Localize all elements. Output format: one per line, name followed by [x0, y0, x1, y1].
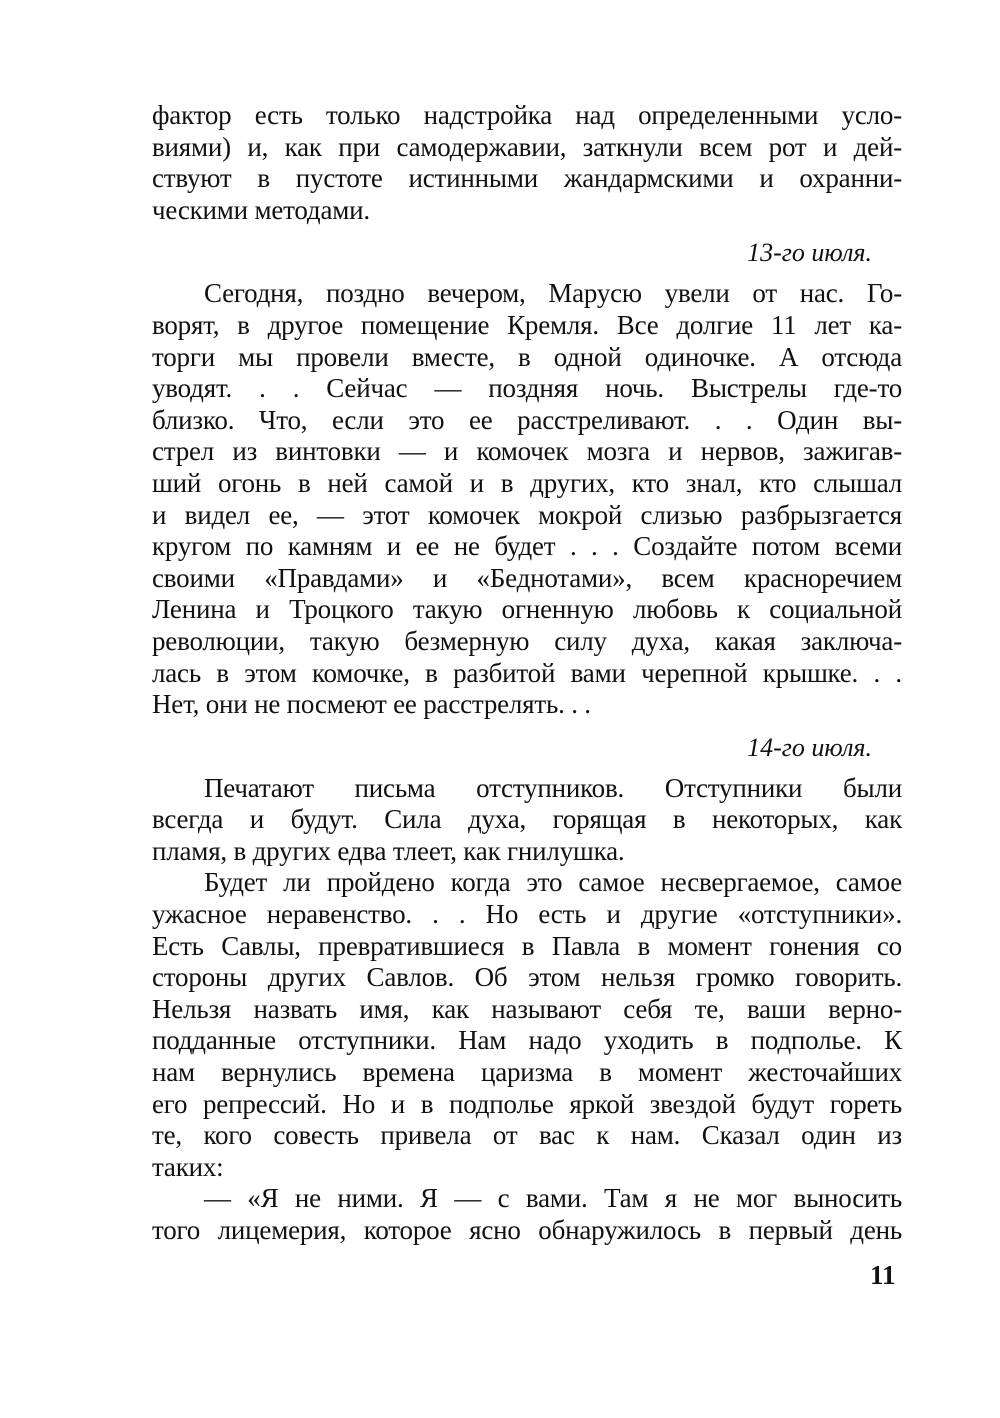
- page-number: 11: [870, 1260, 896, 1290]
- text-line: Ленина и Троцкого такую огненную любовь к социальной: [152, 594, 902, 625]
- text-line: всегда и будут. Сила духа, горящая в некоторых, как: [152, 804, 902, 835]
- text-line: Нельзя назвать имя, как называют себя те, ваши верно-: [152, 993, 902, 1024]
- page-body: [152, 100, 902, 1247]
- entry-date-13: 13-го июля.: [747, 238, 872, 268]
- text-line: своими «Правдами» и «Беднотами», всем красноречием: [152, 562, 902, 593]
- text-line: Нет, они не посмеют ее расстрелять. . .: [152, 689, 591, 720]
- text-line: стороны других Савлов. Об этом нельзя громко говорить.: [152, 962, 902, 993]
- text-line: ший огонь в ней самой и в других, кто знал, кто слышал: [152, 467, 902, 498]
- text-line: стрел из винтовки — и комочек мозга и нервов, зажигав-: [152, 436, 902, 467]
- text-line: и видел ее, — этот комочек мокрой слизью разбрызгается: [152, 499, 902, 530]
- text-line: ужасное неравенство. . . Но есть и другие «отступники».: [152, 899, 902, 930]
- entry-14-paragraph-2: [152, 867, 902, 1183]
- text-line: ствуют в пустоте истинными жандармскими и охранни-: [152, 163, 902, 194]
- text-line: пламя, в других едва тлеет, как гнилушка.: [152, 835, 625, 866]
- text-line: революции, такую безмерную силу духа, какая заключа-: [152, 625, 902, 656]
- text-line: его репрессий. Но и в подполье яркой звездой будут гореть: [152, 1088, 902, 1119]
- text-line: ческими методами.: [152, 194, 370, 225]
- text-line: торги мы провели вместе, в одной одиночке. А отсюда: [152, 341, 902, 372]
- text-line: виями) и, как при самодержавии, заткнули всем рот и дей-: [152, 131, 902, 162]
- text-line: того лицемерия, которое ясно обнаружилось в первый день: [152, 1215, 902, 1245]
- entry-13-paragraph: [152, 278, 902, 720]
- text-line: те, кого совесть привела от вас к нам. Сказал один из: [152, 1120, 902, 1151]
- text-line: подданные отступники. Нам надо уходить в подполье. К: [152, 1025, 902, 1056]
- text-line: Будет ли пройдено когда это самое несвергаемое, самое: [204, 867, 902, 898]
- text-line: уводят. . . Сейчас — поздняя ночь. Выстрелы где-то: [152, 373, 902, 404]
- text-line: Сегодня, поздно вечером, Марусю увели от нас. Го-: [204, 278, 902, 309]
- text-line: таких:: [152, 1151, 224, 1182]
- text-line: кругом по камням и ее не будет . . . Создайте потом всеми: [152, 531, 902, 562]
- text-line: Печатают письма отступников. Отступники были: [204, 772, 902, 803]
- text-line: — «Я не ними. Я — с вами. Там я не мог выносить: [204, 1183, 902, 1214]
- text-line: Есть Савлы, превратившиеся в Павла в момент гонения со: [152, 930, 902, 961]
- text-line: фактор есть только надстройка над определенными усло-: [152, 100, 902, 130]
- text-line: лась в этом комочке, в разбитой вами черепной крышке. . .: [152, 657, 902, 688]
- text-line: ворят, в другое помещение Кремля. Все долгие 11 лет ка-: [152, 309, 902, 340]
- intro-paragraph: [152, 100, 902, 226]
- text-line: нам вернулись времена царизма в момент жесточайших: [152, 1057, 902, 1088]
- entry-14-paragraph-3: [152, 1183, 902, 1246]
- entry-date-14: 14-го июля.: [747, 732, 872, 762]
- text-line: близко. Что, если это ее расстреливают. . . Один вы-: [152, 404, 902, 435]
- entry-14-paragraph-1: [152, 773, 902, 868]
